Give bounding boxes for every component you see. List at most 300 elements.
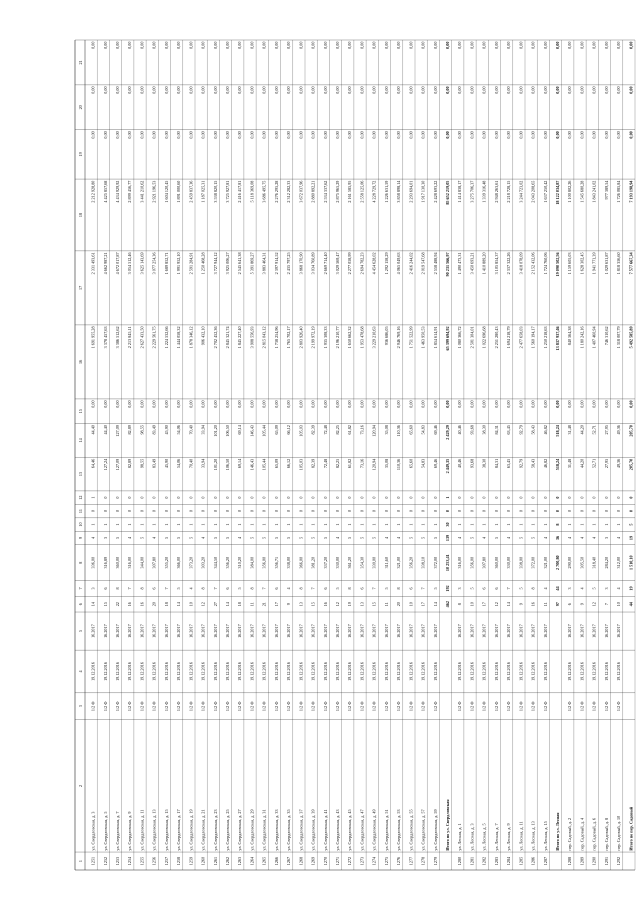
table-cell: 746 310,62 bbox=[603, 326, 609, 346]
table-cell: 0,00 bbox=[224, 41, 230, 49]
table-cell: 0 bbox=[310, 496, 316, 499]
table-cell: 19.12.2016 bbox=[347, 662, 353, 681]
table-cell: 0,00 bbox=[298, 86, 304, 94]
table-cell: 1/2 Ф bbox=[603, 701, 609, 712]
table-cell: 5 bbox=[518, 536, 524, 540]
table-cell: 16.2017 bbox=[383, 624, 389, 638]
table-cell: 4 bbox=[334, 536, 340, 540]
table-cell: 8 bbox=[114, 587, 120, 590]
table-cell: 2 218 728,15 bbox=[506, 180, 512, 203]
table-cell: 3 727 944,12 bbox=[212, 252, 218, 275]
table-cell: 0,00 bbox=[90, 131, 96, 139]
total-row-cell: 0,00 bbox=[444, 400, 450, 408]
table-cell: 82,25 bbox=[334, 458, 340, 469]
table-cell: 1 bbox=[359, 523, 365, 526]
table-cell: 0,00 bbox=[151, 41, 157, 49]
table-cell: 0,00 bbox=[493, 86, 499, 94]
table-cell: 16.2017 bbox=[616, 624, 622, 638]
total-row-cell: 13 837 937,46 bbox=[554, 326, 560, 351]
table-cell: 0,00 bbox=[506, 131, 512, 139]
total-row-cell: 205,70 bbox=[628, 458, 634, 471]
table-cell: 0,00 bbox=[530, 86, 536, 94]
table-cell: 16.2017 bbox=[481, 624, 487, 638]
total-row-cell: 0 bbox=[554, 496, 560, 499]
table-cell: 0 bbox=[457, 510, 463, 513]
table-cell: 0,00 bbox=[359, 131, 365, 139]
table-cell: 1 991 952,10 bbox=[176, 252, 182, 275]
table-cell: 3 450 693,21 bbox=[469, 252, 475, 275]
table-cell: 10 bbox=[408, 602, 414, 607]
table-cell: 4 bbox=[188, 587, 194, 590]
table-cell: 12 bbox=[334, 602, 340, 607]
table-cell: 19.12.2016 bbox=[457, 662, 463, 681]
table-cell: 19.12.2016 bbox=[188, 662, 194, 681]
total-row-cell: 1 510,10 bbox=[628, 555, 634, 571]
total-row-cell: 5 492 585,89 bbox=[628, 326, 634, 349]
table-cell: 4 672 017,87 bbox=[114, 252, 120, 275]
table-cell: 0,00 bbox=[310, 400, 316, 408]
table-cell: 1/2 Ф bbox=[176, 701, 182, 712]
table-cell: 16 bbox=[127, 602, 133, 607]
table-cell: 49,36 bbox=[616, 458, 622, 469]
table-cell: ул. Лесная, д. 13 bbox=[530, 821, 536, 851]
table-cell: 0,00 bbox=[420, 400, 426, 408]
table-cell: 0,00 bbox=[347, 86, 353, 94]
table-cell: 2 921 196,53 bbox=[151, 180, 157, 203]
table-cell: 0,00 bbox=[603, 131, 609, 139]
table-cell: 0,00 bbox=[212, 131, 218, 139]
table-cell: 0 bbox=[432, 496, 438, 499]
table-cell: ул. Свердловская, д. 33 bbox=[273, 809, 279, 851]
table-cell: 1 bbox=[310, 523, 316, 526]
table-cell: пер. Садовый, д. 2 bbox=[567, 817, 573, 851]
table-cell: 0,00 bbox=[102, 41, 108, 49]
table-cell: 0,00 bbox=[273, 41, 279, 49]
table-cell: 354,30 bbox=[359, 556, 365, 569]
table-cell: 0 bbox=[347, 510, 353, 513]
table-cell: 2 161 585,95 bbox=[347, 180, 353, 203]
table-cell: 58,43 bbox=[530, 458, 536, 469]
table-cell: 16.2017 bbox=[114, 624, 120, 638]
table-cell: 1 bbox=[457, 523, 463, 526]
table-cell: 16.2017 bbox=[591, 624, 597, 638]
table-cell: 5 bbox=[347, 536, 353, 540]
total-row-cell: Итого по пер. Садовый bbox=[628, 806, 634, 851]
table-cell: 45,90 bbox=[163, 458, 169, 469]
table-cell: 1259 bbox=[188, 856, 194, 866]
header-cell: 13 bbox=[78, 471, 83, 477]
table-cell: 330,00 bbox=[371, 556, 377, 569]
table-cell: 0,00 bbox=[322, 41, 328, 49]
table-cell: 14 bbox=[432, 602, 438, 607]
table-cell: 0,00 bbox=[420, 86, 426, 94]
table-cell: 1/2 Ф bbox=[359, 701, 365, 712]
table-cell: 6 bbox=[493, 587, 499, 590]
table-cell: 0,00 bbox=[530, 131, 536, 139]
table-cell: 82,89 bbox=[127, 458, 133, 469]
table-cell: 5 bbox=[176, 536, 182, 540]
table-cell: 0,00 bbox=[432, 41, 438, 49]
table-cell: 0,00 bbox=[188, 86, 194, 94]
table-cell: 8 bbox=[200, 587, 206, 590]
table-cell: 16 bbox=[530, 602, 536, 607]
table-cell: 1 545 680,28 bbox=[579, 180, 585, 203]
table-cell: 2 694 782,23 bbox=[359, 252, 365, 275]
table-cell: 1 637 250,42 bbox=[542, 180, 548, 203]
table-cell: 1254 bbox=[127, 856, 133, 866]
table-cell: 1290 bbox=[591, 856, 597, 866]
table-cell: 356,00 bbox=[261, 556, 267, 569]
table-cell: 0,00 bbox=[518, 86, 524, 94]
table-cell: 1 765 702,17 bbox=[286, 326, 292, 349]
table-cell: 65,09 bbox=[273, 425, 279, 435]
table-cell: 1 bbox=[616, 523, 622, 526]
table-cell: 0 bbox=[396, 496, 402, 499]
table-cell: 19.12.2016 bbox=[249, 662, 255, 681]
table-cell: 0 bbox=[518, 496, 524, 499]
table-cell: ул. Свердловская, д. 7 bbox=[114, 811, 120, 851]
table-cell: 1/2 Ф bbox=[579, 701, 585, 712]
table-cell: 0 bbox=[616, 496, 622, 499]
table-cell: 1276 bbox=[396, 856, 402, 866]
table-cell: 356,20 bbox=[408, 556, 414, 569]
table-cell: 5 bbox=[322, 536, 328, 540]
table-cell: 1 318 007,79 bbox=[616, 326, 622, 349]
table-cell: 17 bbox=[481, 602, 487, 607]
table-cell: 1/2 Ф bbox=[224, 701, 230, 712]
table-cell: 16.2017 bbox=[371, 624, 377, 638]
table-cell: 16.2017 bbox=[347, 624, 353, 638]
table-cell: 3 bbox=[567, 587, 573, 590]
table-cell: 120,94 bbox=[371, 458, 377, 471]
table-cell: 321,00 bbox=[542, 556, 548, 569]
table-cell: 27,95 bbox=[603, 458, 609, 469]
table-cell: 1 bbox=[334, 523, 340, 526]
table-cell: ул. Свердловская, д. 37 bbox=[298, 809, 304, 851]
table-cell: 19.12.2016 bbox=[396, 662, 402, 681]
table-cell: 31,48 bbox=[567, 458, 573, 469]
table-cell: ул. Свердловская, д. 41 bbox=[322, 809, 328, 851]
table-cell: 366,00 bbox=[176, 556, 182, 569]
table-cell: 1266 bbox=[273, 856, 279, 866]
table-cell: 20 bbox=[396, 602, 402, 607]
table-cell: 0,00 bbox=[396, 86, 402, 94]
total-row-cell: 8 bbox=[554, 523, 560, 526]
table-cell: 16.2017 bbox=[237, 624, 243, 638]
table-cell: 3 686 495,75 bbox=[261, 180, 267, 203]
table-cell: 344,50 bbox=[212, 556, 218, 569]
table-cell: 0,00 bbox=[237, 131, 243, 139]
table-cell: 92,79 bbox=[518, 425, 524, 435]
table-cell: 3 858 898,14 bbox=[396, 180, 402, 203]
table-cell: 0,00 bbox=[567, 86, 573, 94]
table-cell: 20 bbox=[151, 602, 157, 607]
table-cell: 0,00 bbox=[457, 86, 463, 94]
table-cell: ул. Свердловская, д. 27 bbox=[237, 809, 243, 851]
table-cell: 83,49 bbox=[151, 458, 157, 469]
table-cell: 0,00 bbox=[359, 400, 365, 408]
table-cell: 16.2017 bbox=[493, 624, 499, 638]
table-cell: 18 bbox=[237, 602, 243, 607]
table-cell: 44,40 bbox=[102, 425, 108, 435]
table-cell: 65,60 bbox=[408, 425, 414, 435]
total-row-cell: 1 bbox=[444, 496, 450, 499]
table-cell: 44,40 bbox=[90, 425, 96, 435]
table-cell: 27 bbox=[212, 602, 218, 607]
header-cell: 8 bbox=[78, 561, 83, 564]
table-cell: 1 250 218,63 bbox=[542, 326, 548, 349]
table-cell: 0,00 bbox=[163, 131, 169, 139]
table-cell: 0 bbox=[567, 510, 573, 513]
table-cell: 0,00 bbox=[310, 41, 316, 49]
header-cell: 2 bbox=[78, 784, 83, 787]
table-cell: 0,00 bbox=[603, 86, 609, 94]
table-cell: 2 845 321,74 bbox=[224, 326, 230, 349]
total-row-cell: 18 122 034,87 bbox=[554, 180, 560, 205]
table-cell: 3 bbox=[102, 536, 108, 540]
table-cell: 0 bbox=[176, 496, 182, 499]
table-cell: ул. Свердловская, д. 17 bbox=[176, 809, 182, 851]
table-cell: 0 bbox=[457, 496, 463, 499]
table-cell: 0,00 bbox=[506, 41, 512, 49]
table-cell: 4 065 049,63 bbox=[396, 252, 402, 275]
table-cell: 336,00 bbox=[90, 556, 96, 569]
table-cell: 2 428 693,22 bbox=[432, 180, 438, 203]
total-row-cell: 0,00 bbox=[628, 86, 634, 94]
header-cell: 19 bbox=[78, 152, 83, 157]
table-cell: 1278 bbox=[420, 856, 426, 866]
total-row-cell: 0,00 bbox=[444, 86, 450, 94]
table-cell: 1 bbox=[273, 523, 279, 526]
table-cell: 70,40 bbox=[188, 458, 194, 469]
table-cell: 6 bbox=[102, 587, 108, 590]
table-cell: 5 bbox=[114, 536, 120, 540]
table-cell: 19.12.2016 bbox=[286, 662, 292, 681]
table-cell: 0 bbox=[249, 510, 255, 513]
table-cell: ул. Лесная, д. 3 bbox=[469, 823, 475, 851]
total-row-cell: 0,00 bbox=[554, 400, 560, 408]
table-cell: 0 bbox=[334, 496, 340, 499]
table-cell: 92,79 bbox=[518, 458, 524, 469]
table-cell: 8 bbox=[298, 587, 304, 590]
table-cell: 0,00 bbox=[127, 131, 133, 139]
table-cell: 6 bbox=[567, 603, 573, 606]
table-cell: 0 bbox=[139, 496, 145, 499]
table-cell: 0 bbox=[286, 510, 292, 513]
table-cell: 0,00 bbox=[298, 400, 304, 408]
table-cell: 977 389,54 bbox=[603, 180, 609, 200]
table-cell: 2 545 641,38 bbox=[237, 252, 243, 275]
table-cell: 9 bbox=[518, 603, 524, 606]
table-cell: 16.2017 bbox=[163, 624, 169, 638]
table-cell: 1 490 473,31 bbox=[457, 252, 463, 275]
table-cell: ул. Свердловская, д. 13 bbox=[151, 809, 157, 851]
table-cell: ул. Лесная, д. 11 bbox=[518, 821, 524, 851]
table-cell: 2 880 892,21 bbox=[310, 180, 316, 203]
table-cell: 0 bbox=[493, 510, 499, 513]
table-cell: 13 bbox=[359, 602, 365, 607]
table-cell: 0 bbox=[249, 496, 255, 499]
table-cell: 9 bbox=[579, 603, 585, 606]
table-cell: 0,00 bbox=[114, 400, 120, 408]
table-cell: 12 bbox=[493, 602, 499, 607]
table-cell: 110,36 bbox=[396, 425, 402, 437]
table-cell: 19.12.2016 bbox=[518, 662, 524, 681]
table-cell: 3 386 512,62 bbox=[114, 326, 120, 349]
header-cell: 17 bbox=[78, 285, 83, 290]
table-cell: 1 bbox=[188, 523, 194, 526]
table-cell: 1 bbox=[603, 523, 609, 526]
table-cell: 0,00 bbox=[310, 86, 316, 94]
total-row-cell: 44 bbox=[554, 586, 560, 591]
table-cell: ул. Свердловская, д. 45 bbox=[347, 809, 353, 851]
table-cell: 2 591 284,91 bbox=[188, 252, 194, 275]
table-cell: ул. Свердловская, д. 57 bbox=[420, 809, 426, 851]
table-cell: 3 bbox=[603, 536, 609, 540]
table-cell: 19.12.2016 bbox=[420, 662, 426, 681]
table-cell: 2 534 337,62 bbox=[322, 180, 328, 203]
table-cell: 8 bbox=[396, 587, 402, 590]
table-cell: 15 bbox=[102, 602, 108, 607]
table-cell: 321,00 bbox=[396, 556, 402, 569]
table-cell: 1 bbox=[347, 523, 353, 526]
table-cell: 5 bbox=[432, 536, 438, 540]
table-cell: 3 538 820,15 bbox=[212, 180, 218, 203]
table-cell: 0 bbox=[127, 510, 133, 513]
table-cell: 8 bbox=[139, 587, 145, 590]
table-cell: 1281 bbox=[469, 856, 475, 866]
table-cell: 936 686,05 bbox=[383, 326, 389, 346]
table-cell: ул. Свердловская, д. 29 bbox=[249, 809, 255, 851]
table-cell: 1 845 227,40 bbox=[237, 326, 243, 349]
table-cell: 0 bbox=[493, 496, 499, 499]
table-cell: 0 bbox=[261, 510, 267, 513]
table-cell: 2 558 488,94 bbox=[432, 252, 438, 275]
table-cell: 0,00 bbox=[347, 131, 353, 139]
table-cell: 8 bbox=[530, 587, 536, 590]
table-cell: 10 bbox=[616, 602, 622, 607]
table-cell: 1 bbox=[127, 523, 133, 526]
table-cell: 16 bbox=[139, 602, 145, 607]
table-cell: 1279 bbox=[432, 856, 438, 866]
table-cell: 1 180 242,16 bbox=[579, 326, 585, 349]
table-cell: 1 738 254,96 bbox=[273, 326, 279, 349]
table-cell: 1 bbox=[102, 523, 108, 526]
table-cell: 5 bbox=[408, 536, 414, 540]
table-cell: 101,20 bbox=[212, 425, 218, 437]
table-cell: 16.2017 bbox=[176, 624, 182, 638]
table-cell: 361,20 bbox=[347, 556, 353, 569]
table-cell: 19.12.2016 bbox=[506, 662, 512, 681]
table-cell: 0,00 bbox=[383, 41, 389, 49]
table-cell: 0 bbox=[200, 496, 206, 499]
table-cell: 4 bbox=[567, 536, 573, 540]
table-cell: 31,48 bbox=[567, 425, 573, 435]
table-cell: 0,00 bbox=[273, 86, 279, 94]
table-cell: 0,00 bbox=[322, 86, 328, 94]
table-cell: 0,00 bbox=[261, 86, 267, 94]
table-cell: 1/2 Ф bbox=[469, 701, 475, 712]
table-cell: 5 bbox=[286, 536, 292, 540]
table-cell: 19.12.2016 bbox=[567, 662, 573, 681]
table-cell: 0,00 bbox=[347, 400, 353, 408]
table-cell: 19.12.2016 bbox=[273, 662, 279, 681]
table-cell: 0,00 bbox=[114, 41, 120, 49]
table-cell: 0,00 bbox=[530, 41, 536, 49]
table-cell: 52,71 bbox=[591, 425, 597, 435]
table-cell: 105,44 bbox=[261, 458, 267, 471]
table-cell: 5 bbox=[469, 536, 475, 540]
table-cell: 19.12.2016 bbox=[432, 662, 438, 681]
table-cell: 0 bbox=[200, 510, 206, 513]
table-cell: 4 bbox=[616, 536, 622, 540]
table-cell: 16.2017 bbox=[530, 624, 536, 638]
total-row-cell: 0,00 bbox=[554, 131, 560, 139]
table-cell: 0 bbox=[506, 510, 512, 513]
table-cell: 0 bbox=[432, 510, 438, 513]
table-cell: 61,82 bbox=[347, 458, 353, 469]
table-cell: 0,00 bbox=[334, 131, 340, 139]
table-cell: 11 bbox=[383, 602, 389, 607]
table-cell: 0 bbox=[347, 496, 353, 499]
table-cell: 1 941 771,39 bbox=[591, 252, 597, 275]
table-cell: 1 444 058,32 bbox=[176, 326, 182, 349]
table-cell: 1 159 605,03 bbox=[567, 252, 573, 275]
table-cell: 1 891 000,60 bbox=[176, 180, 182, 203]
table-cell: 19.12.2016 bbox=[371, 662, 377, 681]
table-cell: 16.2017 bbox=[579, 624, 585, 638]
table-cell: 45,90 bbox=[163, 425, 169, 435]
table-cell: 16.2017 bbox=[249, 624, 255, 638]
table-cell: 3 441 210,62 bbox=[139, 180, 145, 203]
table-cell: 7 bbox=[371, 587, 377, 590]
table-cell: 2 043 208,65 bbox=[530, 180, 536, 203]
table-cell: 284,20 bbox=[603, 556, 609, 569]
table-cell: 5 bbox=[261, 536, 267, 540]
table-cell: 1 410 889,20 bbox=[481, 252, 487, 275]
table-cell: ул. Свердловская, д. 53 bbox=[396, 809, 402, 851]
table-cell: 0 bbox=[298, 510, 304, 513]
table-cell: 1262 bbox=[224, 856, 230, 866]
table-cell: 2 416 244,02 bbox=[408, 252, 414, 275]
total-row-cell: 44 bbox=[628, 602, 634, 607]
table-cell: 0,00 bbox=[542, 41, 548, 49]
table-cell: 1 bbox=[90, 496, 96, 499]
total-row-cell: 30 bbox=[444, 522, 450, 527]
table-cell: 307,80 bbox=[481, 556, 487, 569]
table-cell: 356,20 bbox=[224, 556, 230, 569]
table-cell: 19 bbox=[347, 602, 353, 607]
table-cell: 1 604 120,45 bbox=[163, 180, 169, 203]
table-cell: 1272 bbox=[347, 856, 353, 866]
table-cell: 1 226 631,59 bbox=[383, 180, 389, 203]
table-cell: 3 418 078,09 bbox=[518, 252, 524, 275]
table-cell: 330,00 bbox=[334, 556, 340, 569]
table-cell: ул. Свердловская, д. 55 bbox=[408, 809, 414, 851]
table-cell: 1/2 Ф bbox=[530, 701, 536, 712]
table-cell: 0,00 bbox=[359, 41, 365, 49]
table-cell: 0 bbox=[591, 510, 597, 513]
table-cell: 2 946 769,16 bbox=[396, 326, 402, 349]
table-cell: 0,00 bbox=[273, 400, 279, 408]
table-cell: 1/2 Ф bbox=[151, 701, 157, 712]
total-row-cell: 19 bbox=[628, 586, 634, 591]
table-cell: 0,00 bbox=[200, 131, 206, 139]
table-cell: 2 803 926,40 bbox=[298, 326, 304, 349]
table-cell: 1/2 Ф bbox=[420, 701, 426, 712]
table-cell: 0,00 bbox=[176, 41, 182, 49]
table-cell: 311,60 bbox=[383, 556, 389, 569]
